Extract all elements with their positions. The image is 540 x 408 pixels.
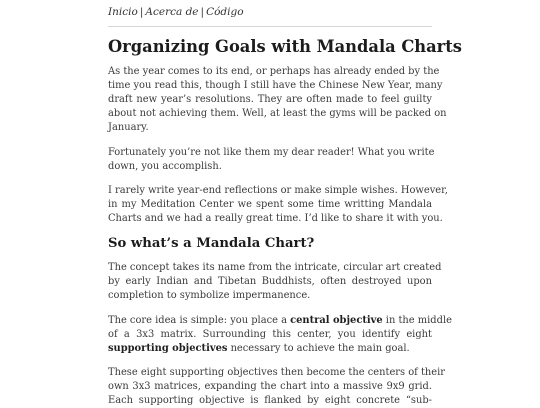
paragraph-line: Fortunately you’re not like them my dear reader! What you write xyxy=(108,147,435,158)
paragraph-concept xyxy=(108,261,442,303)
nav-link-acerca-de[interactable]: Acerca de xyxy=(145,6,199,18)
paragraph-line: As the year comes to its end, or perhaps has already ended by the xyxy=(108,66,440,77)
paragraph-line: January. xyxy=(108,122,149,134)
paragraph-expansion xyxy=(108,366,446,408)
paragraph-line xyxy=(108,314,452,328)
paragraph-line: These eight supporting objectives then become the centers of their xyxy=(108,367,446,378)
paragraph-line: time you read this, though I still have the Chinese New Year, many xyxy=(108,80,443,92)
article-title: Organizing Goals with Mandala Charts xyxy=(108,37,462,56)
paragraph-intro xyxy=(108,65,447,135)
paragraph-line: own 3x3 matrices, expanding the chart into a massive 9x9 grid. xyxy=(108,381,432,393)
nav-link-codigo[interactable]: Código xyxy=(206,6,244,18)
text-run: necessary to achieve the main goal. xyxy=(227,343,410,355)
paragraph-line: Charts and we had a really great time. I’d like to share it with you. xyxy=(108,213,443,225)
paragraph-line: about not achieving them. Well, at least the gyms will be packed on xyxy=(108,108,447,120)
nav-link-inicio[interactable]: Inicio xyxy=(108,6,138,18)
text-run: The core idea is simple: you place a xyxy=(108,315,291,326)
paragraph-line: Each supporting objective is flanked by eight concrete “sub- xyxy=(108,395,432,407)
paragraph-line: completion to symbolize impermanence. xyxy=(108,290,311,302)
paragraph-line: draft new year’s resolutions. They are often made to feel guilty xyxy=(108,94,432,106)
header-divider xyxy=(108,26,432,27)
text-run: in the middle xyxy=(382,315,452,326)
central-objective-term: central objective xyxy=(290,315,383,326)
paragraph-core-idea xyxy=(108,314,452,356)
paragraph-reflections xyxy=(108,184,448,226)
paragraph-line: I rarely write year-end reflections or make simple wishes. However, xyxy=(108,185,448,196)
paragraph-line xyxy=(108,342,432,356)
paragraph-fortunately xyxy=(108,146,435,174)
nav-separator: | xyxy=(139,6,144,18)
paragraph-line: in my Meditation Center we spent some time writting Mandala xyxy=(108,199,432,211)
nav-separator: | xyxy=(200,6,205,18)
paragraph-line: The concept takes its name from the intricate, circular art created xyxy=(108,262,442,273)
paragraph-line: of a 3x3 matrix. Surrounding this center, you identify eight xyxy=(108,329,432,341)
top-navigation xyxy=(108,6,244,18)
paragraph-line: down, you accomplish. xyxy=(108,161,222,173)
supporting-objectives-term: supporting objectives xyxy=(108,343,228,355)
paragraph-line: by early Indian and Tibetan Buddhists, often destroyed upon xyxy=(108,276,432,288)
section-heading: So what’s a Mandala Chart? xyxy=(108,236,315,251)
